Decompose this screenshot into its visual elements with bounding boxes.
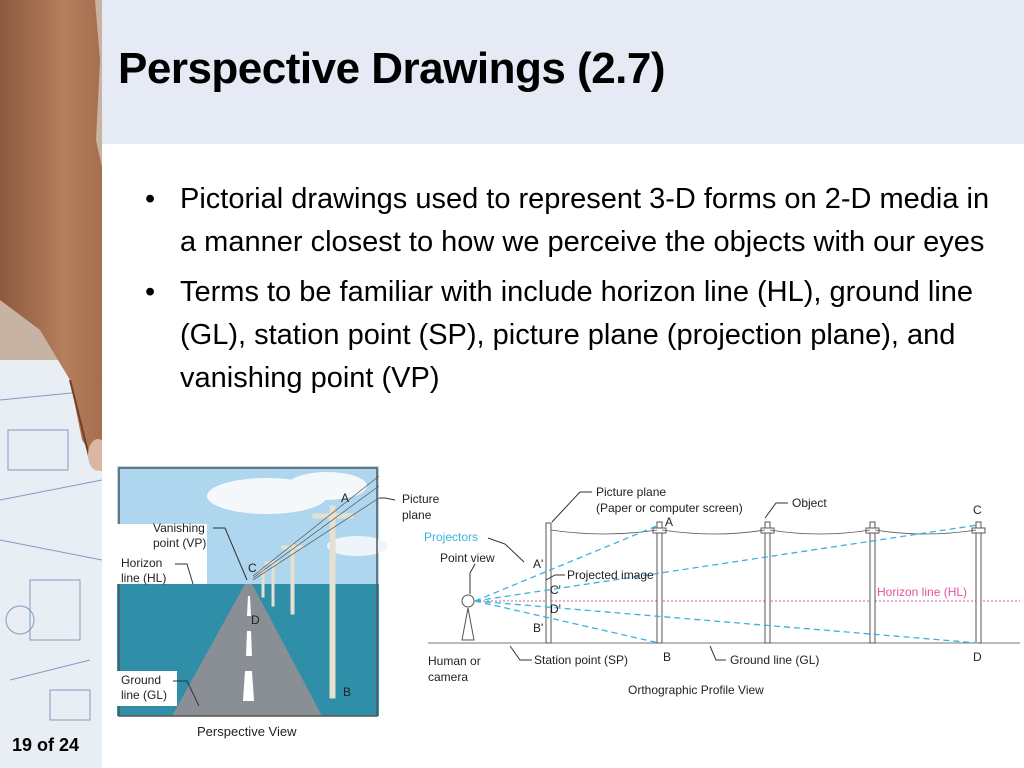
horizon-line-label: Horizon bbox=[121, 556, 163, 570]
projectors-label: Projectors bbox=[424, 530, 479, 544]
hand-blueprint-image bbox=[0, 0, 102, 768]
human-camera-icon bbox=[462, 595, 474, 640]
bullet-marker: • bbox=[145, 183, 156, 215]
point-a-label: A bbox=[341, 491, 350, 505]
ortho-poles bbox=[653, 522, 985, 643]
picture-plane-sublabel: (Paper or computer screen) bbox=[596, 501, 743, 515]
ground-line-label: line (GL) bbox=[121, 688, 168, 702]
bullet-item bbox=[145, 271, 995, 400]
human-camera-label: Human or bbox=[428, 654, 481, 668]
bullet-text: Pictorial drawings used to represent 3-D forms on 2-D media in a manner closest to how we perceive the objects with our eyes bbox=[180, 183, 990, 258]
orthographic-caption: Orthographic Profile View bbox=[628, 683, 764, 697]
road-stripe bbox=[246, 631, 252, 656]
point-view-label: Point view bbox=[440, 551, 495, 565]
perspective-view-caption: Perspective View bbox=[197, 724, 297, 739]
horizon-line-label: line (HL) bbox=[121, 571, 167, 585]
picture-plane-label: Picture bbox=[402, 492, 440, 506]
bullet-item bbox=[145, 178, 995, 264]
point-d-label: D bbox=[251, 613, 260, 627]
point-d-prime-label: D' bbox=[550, 602, 561, 616]
bullet-marker: • bbox=[145, 276, 156, 308]
object-label: Object bbox=[792, 496, 827, 510]
station-point-label: Station point (SP) bbox=[534, 653, 629, 667]
point-b-prime-label: B' bbox=[533, 621, 544, 635]
point-c-label: C bbox=[248, 561, 257, 575]
point-d-label: D bbox=[973, 650, 982, 664]
page-number: 19 of 24 bbox=[12, 735, 80, 755]
horizon-line-label: Horizon line (HL) bbox=[877, 585, 968, 599]
ground-line-label: Ground bbox=[121, 673, 162, 687]
point-b-label: B bbox=[343, 685, 352, 699]
point-c-label: C bbox=[973, 503, 982, 517]
decorative-hand-photo bbox=[0, 0, 102, 768]
slide-title: Perspective Drawings (2.7) bbox=[118, 44, 666, 93]
vanishing-point-label: Vanishing bbox=[153, 521, 205, 535]
projected-image-label: Projected image bbox=[567, 568, 654, 582]
perspective-view-figure bbox=[117, 466, 457, 746]
cloud bbox=[287, 472, 367, 500]
point-b-label: B bbox=[663, 650, 672, 664]
picture-plane-label: Picture plane bbox=[596, 485, 667, 499]
orthographic-profile-figure bbox=[420, 478, 1024, 708]
picture-plane-label: plane bbox=[402, 508, 432, 522]
point-c-prime-label: C' bbox=[550, 583, 561, 597]
vanishing-point-label: point (VP) bbox=[153, 536, 207, 550]
bullet-list bbox=[145, 178, 995, 407]
ground-line-label: Ground line (GL) bbox=[730, 653, 820, 667]
cloud bbox=[327, 536, 387, 556]
bullet-text: Terms to be familiar with include horizon line (HL), ground line (GL), station point (SP), picture plane (projection plane), and vanishing point (VP) bbox=[180, 276, 974, 394]
point-a-prime-label: A' bbox=[533, 557, 544, 571]
point-a-label: A bbox=[665, 515, 674, 529]
human-camera-label: camera bbox=[428, 670, 469, 684]
